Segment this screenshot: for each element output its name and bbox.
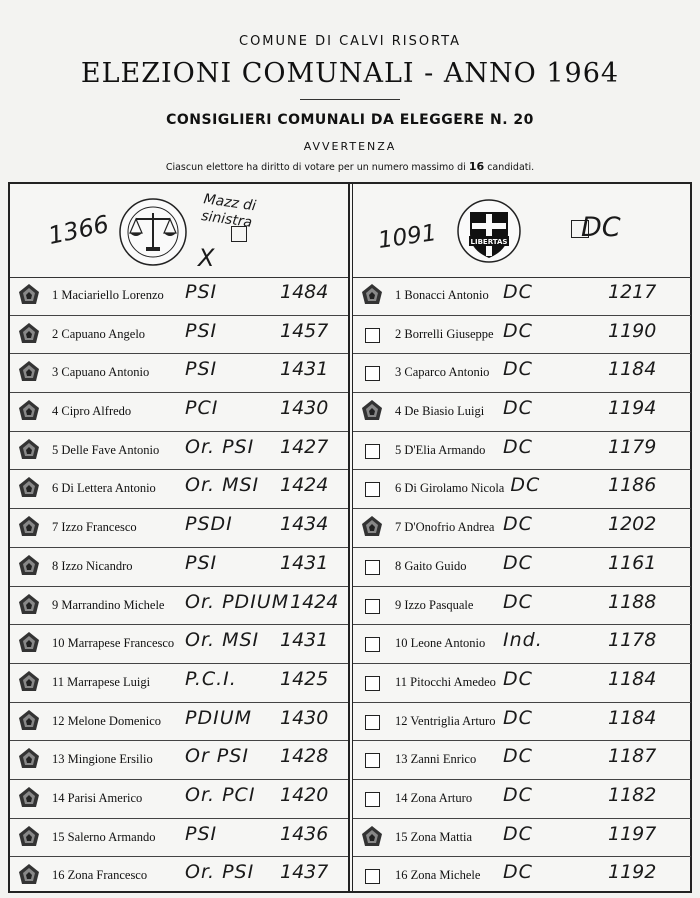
handwritten-votes: 1484 [280, 281, 329, 303]
candidate-number: 16 [52, 868, 65, 883]
vote-checkbox[interactable] [365, 560, 380, 575]
candidate-name [52, 598, 164, 613]
candidate-name [395, 365, 489, 380]
handwritten-party: P.C.I. [185, 667, 237, 690]
left-handwritten-note: Mazz di sinistra [200, 191, 257, 231]
vote-checkbox[interactable] [365, 753, 380, 768]
handwritten-votes: 1430 [280, 397, 329, 420]
candidate-name [395, 791, 472, 806]
handwritten-party: DC [503, 861, 533, 884]
left-list-column [10, 184, 350, 891]
candidate-row [353, 432, 691, 471]
candidate-number: 10 [395, 636, 408, 651]
candidate-row [10, 741, 348, 780]
handwritten-party: Or. MSI [185, 474, 260, 497]
candidate-fullname: Zanni Enrico [410, 752, 477, 767]
candidate-row [353, 664, 691, 703]
candidate-row [10, 354, 348, 393]
candidate-fullname: Bonacci Antonio [404, 288, 489, 302]
crossed-shield-icon [456, 198, 522, 264]
handwritten-votes: 1202 [608, 513, 657, 536]
vote-checkbox[interactable] [365, 366, 380, 381]
handwritten-votes: 1425 [280, 667, 329, 690]
candidate-number: 6 [52, 481, 59, 496]
candidate-number: 13 [395, 752, 408, 767]
candidate-fullname: Parisi Americo [67, 790, 143, 805]
right-handwritten-total: 1091 [376, 220, 439, 254]
candidate-fullname: Salerno Armando [67, 829, 156, 844]
handwritten-party: PDIUM [185, 706, 252, 729]
candidate-fullname: Zona Francesco [67, 868, 148, 883]
vote-mark-icon[interactable] [16, 629, 42, 655]
vote-checkbox[interactable] [365, 482, 380, 497]
voting-note [0, 160, 700, 173]
handwritten-party: DC [503, 397, 533, 420]
candidate-row [10, 316, 348, 355]
ballot-sheet [8, 182, 692, 893]
candidate-row [10, 548, 348, 587]
vote-mark-icon[interactable] [359, 823, 385, 849]
candidate-number: 7 [395, 520, 402, 535]
handwritten-party: DC [503, 513, 533, 536]
handwritten-party: DC [503, 590, 533, 613]
candidate-number: 16 [395, 868, 408, 883]
candidate-row [353, 548, 691, 587]
vote-mark-icon[interactable] [16, 552, 42, 578]
candidate-number: 9 [52, 597, 59, 612]
candidate-name [52, 830, 155, 845]
handwritten-votes: 1420 [280, 783, 329, 806]
candidate-number: 9 [395, 597, 402, 612]
voting-note-prefix: Ciascun elettore ha diritto di votare per un numero massimo di [165, 162, 466, 173]
candidate-fullname: Mingione Ersilio [67, 752, 153, 767]
candidate-row [353, 587, 691, 626]
page-subtitle: CONSIGLIERI COMUNALI DA ELEGGERE N. 20 [166, 112, 534, 128]
candidate-fullname: Izzo Pasquale [404, 597, 474, 612]
handwritten-party: PCI [185, 397, 219, 420]
vote-mark-icon[interactable] [16, 320, 42, 346]
candidate-name [395, 288, 489, 303]
candidate-number: 12 [52, 713, 65, 728]
handwritten-party: DC [510, 474, 541, 497]
vote-mark-icon[interactable] [359, 281, 385, 307]
vote-mark-icon[interactable] [359, 397, 385, 423]
candidate-number: 5 [52, 442, 59, 457]
left-handwritten-total: 1366 [45, 209, 112, 251]
right-list-column [352, 184, 691, 891]
vote-mark-icon[interactable] [16, 397, 42, 423]
handwritten-votes: 1179 [608, 435, 657, 458]
handwritten-votes: 1187 [608, 745, 657, 768]
vote-checkbox[interactable] [365, 869, 380, 884]
handwritten-votes: 1431 [280, 629, 329, 652]
candidate-number: 10 [52, 636, 65, 651]
handwritten-party: DC [503, 551, 533, 574]
handwritten-votes: 1431 [280, 551, 329, 574]
handwritten-votes: 1192 [608, 861, 657, 884]
candidate-row [10, 780, 348, 819]
vote-mark-icon[interactable] [16, 823, 42, 849]
handwritten-party: Or PSI [185, 745, 249, 768]
handwritten-party: PSI [185, 358, 218, 381]
candidate-fullname: Capuano Angelo [61, 326, 146, 341]
candidate-name [52, 520, 137, 535]
voting-note-number: 16 [468, 160, 485, 173]
candidate-name [52, 636, 174, 651]
right-handwritten-dc: DC [581, 212, 621, 243]
vote-checkbox[interactable] [365, 328, 380, 343]
candidate-name [52, 714, 161, 729]
vote-checkbox[interactable] [365, 676, 380, 691]
candidate-number: 3 [52, 365, 59, 380]
left-list-checkbox [231, 226, 247, 242]
vote-mark-icon[interactable] [359, 513, 385, 539]
candidate-name [52, 752, 153, 767]
candidate-name [52, 481, 156, 496]
title-rule [300, 99, 400, 100]
candidate-number: 14 [395, 790, 408, 805]
candidate-name [52, 327, 145, 342]
handwritten-votes: 1431 [280, 358, 329, 381]
candidate-fullname: Cipro Alfredo [61, 404, 132, 419]
candidate-number: 15 [395, 829, 408, 844]
candidate-row [353, 509, 691, 548]
candidate-name [52, 365, 149, 380]
candidate-fullname: Maciariello Lorenzo [61, 288, 164, 302]
candidate-row [10, 277, 348, 316]
handwritten-party: Or. PSI [185, 435, 255, 458]
candidate-fullname: Delle Fave Antonio [61, 442, 160, 457]
vote-checkbox[interactable] [365, 444, 380, 459]
scales-of-justice-icon [118, 197, 188, 267]
handwritten-votes: 1457 [280, 319, 329, 342]
candidate-row [10, 587, 348, 626]
right-candidate-list [353, 277, 691, 895]
candidate-row [10, 857, 348, 895]
candidate-name [52, 443, 159, 458]
handwritten-party: DC [503, 667, 533, 690]
candidate-fullname: D'Onofrio Andrea [404, 520, 495, 535]
candidate-number: 8 [52, 558, 59, 573]
candidate-fullname: Pitocchi Amedeo [410, 674, 496, 689]
candidate-row [353, 316, 691, 355]
candidate-row [353, 780, 691, 819]
candidate-name [395, 404, 484, 419]
candidate-fullname: Izzo Francesco [61, 520, 137, 535]
candidate-row [353, 625, 691, 664]
candidate-row [353, 857, 691, 895]
candidate-fullname: Zona Arturo [410, 790, 473, 805]
candidate-name [395, 675, 496, 690]
candidate-fullname: Ventriglia Arturo [410, 713, 496, 728]
candidate-name [395, 443, 485, 458]
vote-mark-icon[interactable] [16, 861, 42, 887]
handwritten-votes: 1428 [280, 745, 329, 768]
handwritten-party: DC [503, 822, 533, 845]
candidate-row [353, 393, 691, 432]
candidate-name [395, 598, 473, 613]
left-candidate-list [10, 277, 348, 895]
candidate-number: 11 [52, 674, 65, 689]
handwritten-votes: 1430 [280, 706, 329, 729]
handwritten-votes: 1217 [608, 281, 657, 303]
vote-mark-icon[interactable] [16, 436, 42, 462]
vote-checkbox[interactable] [365, 715, 380, 730]
candidate-fullname: Melone Domenico [67, 713, 162, 728]
candidate-row [353, 703, 691, 742]
candidate-number: 13 [52, 752, 65, 767]
handwritten-party: PSDI [185, 513, 233, 536]
handwritten-party: Ind. [503, 629, 543, 652]
candidate-name [52, 404, 131, 419]
handwritten-votes: 1427 [280, 435, 329, 458]
handwritten-votes: 1186 [608, 474, 657, 497]
candidate-name [395, 714, 495, 729]
handwritten-party: PSI [185, 822, 218, 845]
candidate-number: 11 [395, 674, 408, 689]
handwritten-votes: 1184 [608, 706, 657, 729]
handwritten-votes: 1436 [280, 822, 329, 845]
handwritten-votes: 1190 [608, 319, 657, 342]
candidate-row [353, 741, 691, 780]
handwritten-votes: 1184 [608, 358, 657, 381]
vote-mark-icon[interactable] [16, 281, 42, 307]
vote-mark-icon[interactable] [16, 513, 42, 539]
candidate-name [395, 636, 485, 651]
handwritten-votes: 1194 [608, 397, 657, 420]
handwritten-votes: 1434 [280, 513, 329, 536]
vote-mark-icon[interactable] [16, 745, 42, 771]
candidate-fullname: Gaito Guido [404, 558, 467, 573]
vote-mark-icon[interactable] [16, 591, 42, 617]
handwritten-party: Or. PDIUM [185, 590, 290, 613]
candidate-fullname: Izzo Nicandro [61, 558, 133, 573]
handwritten-party: DC [503, 783, 533, 806]
candidate-fullname: Capuano Antonio [61, 365, 150, 380]
candidate-number: 14 [52, 790, 65, 805]
candidate-row [10, 393, 348, 432]
vote-checkbox[interactable] [365, 792, 380, 807]
candidate-number: 8 [395, 558, 402, 573]
vote-mark-icon[interactable] [16, 474, 42, 500]
vote-mark-icon[interactable] [16, 784, 42, 810]
candidate-number: 1 [52, 288, 59, 302]
candidate-row [10, 625, 348, 664]
handwritten-votes: 1184 [608, 667, 657, 690]
candidate-number: 1 [395, 288, 402, 302]
voting-note-suffix: candidati. [487, 162, 535, 173]
candidate-name [52, 868, 147, 883]
candidate-row [10, 664, 348, 703]
vote-checkbox[interactable] [365, 599, 380, 614]
handwritten-votes: 1424 [290, 590, 339, 613]
handwritten-party: DC [503, 281, 533, 303]
vote-checkbox[interactable] [365, 637, 380, 652]
handwritten-party: DC [503, 745, 533, 768]
handwritten-party: PSI [185, 281, 218, 303]
candidate-fullname: Borrelli Giuseppe [404, 326, 494, 341]
candidate-fullname: D'Elia Armando [404, 442, 486, 457]
left-handwritten-x: X [198, 244, 215, 272]
candidate-fullname: Zona Mattia [410, 829, 473, 844]
libertas-label: LIBERTAS [470, 238, 508, 246]
candidate-fullname: Leone Antonio [410, 636, 486, 651]
candidate-row [10, 703, 348, 742]
candidate-row [10, 470, 348, 509]
candidate-name [395, 868, 480, 883]
candidate-name [395, 481, 504, 496]
handwritten-party: DC [503, 706, 533, 729]
page-title: ELEZIONI COMUNALI - ANNO 1964 [80, 58, 620, 89]
handwritten-party: Or. PCI [185, 783, 256, 806]
candidate-fullname: Marrapese Francesco [67, 636, 175, 651]
handwritten-votes: 1182 [608, 783, 657, 806]
candidate-number: 12 [395, 713, 408, 728]
handwritten-votes: 1437 [280, 861, 329, 884]
candidate-row [353, 819, 691, 858]
candidate-name [395, 559, 467, 574]
comune-heading: COMUNE DI CALVI RISORTA [239, 34, 461, 49]
candidate-row [353, 354, 691, 393]
handwritten-party: Or. PSI [185, 861, 255, 884]
candidate-number: 3 [395, 365, 402, 380]
candidate-name [52, 791, 142, 806]
candidate-fullname: Zona Michele [410, 868, 481, 883]
candidate-row [10, 509, 348, 548]
handwritten-votes: 1178 [608, 629, 657, 652]
candidate-number: 2 [52, 326, 59, 341]
right-list-header [353, 184, 691, 278]
handwritten-party: DC [503, 358, 533, 381]
candidate-row [10, 819, 348, 858]
handwritten-party: PSI [185, 319, 218, 342]
vote-mark-icon[interactable] [16, 668, 42, 694]
candidate-number: 4 [52, 404, 59, 419]
vote-mark-icon[interactable] [16, 707, 42, 733]
vote-mark-icon[interactable] [16, 358, 42, 384]
handwritten-votes: 1197 [608, 822, 657, 845]
avvertenza-heading: AVVERTENZA [303, 140, 397, 153]
candidate-name [52, 559, 133, 574]
candidate-name [52, 288, 164, 303]
candidate-name [395, 327, 494, 342]
candidate-number: 6 [395, 481, 402, 496]
candidate-fullname: Marrapese Luigi [67, 674, 151, 689]
candidate-name [395, 752, 476, 767]
candidate-number: 5 [395, 442, 402, 457]
candidate-fullname: Marrandino Michele [61, 597, 165, 612]
candidate-number: 2 [395, 326, 402, 341]
candidate-row [353, 470, 691, 509]
left-list-header [10, 184, 348, 278]
candidate-fullname: De Biasio Luigi [404, 404, 485, 419]
candidate-fullname: Di Lettera Antonio [61, 481, 156, 496]
handwritten-votes: 1424 [280, 474, 329, 497]
candidate-row [353, 277, 691, 316]
handwritten-party: PSI [185, 551, 218, 574]
candidate-number: 15 [52, 829, 65, 844]
candidate-fullname: Di Girolamo Nicola [404, 481, 505, 496]
handwritten-party: DC [503, 319, 533, 342]
handwritten-votes: 1188 [608, 590, 657, 613]
candidate-fullname: Caparco Antonio [404, 365, 490, 380]
candidate-name [52, 675, 150, 690]
handwritten-party: Or. MSI [185, 629, 260, 652]
candidate-row [10, 432, 348, 471]
handwritten-votes: 1161 [608, 551, 657, 574]
candidate-number: 4 [395, 404, 402, 419]
candidate-name [395, 830, 472, 845]
handwritten-party: DC [503, 435, 533, 458]
candidate-name [395, 520, 494, 535]
candidate-number: 7 [52, 520, 59, 535]
